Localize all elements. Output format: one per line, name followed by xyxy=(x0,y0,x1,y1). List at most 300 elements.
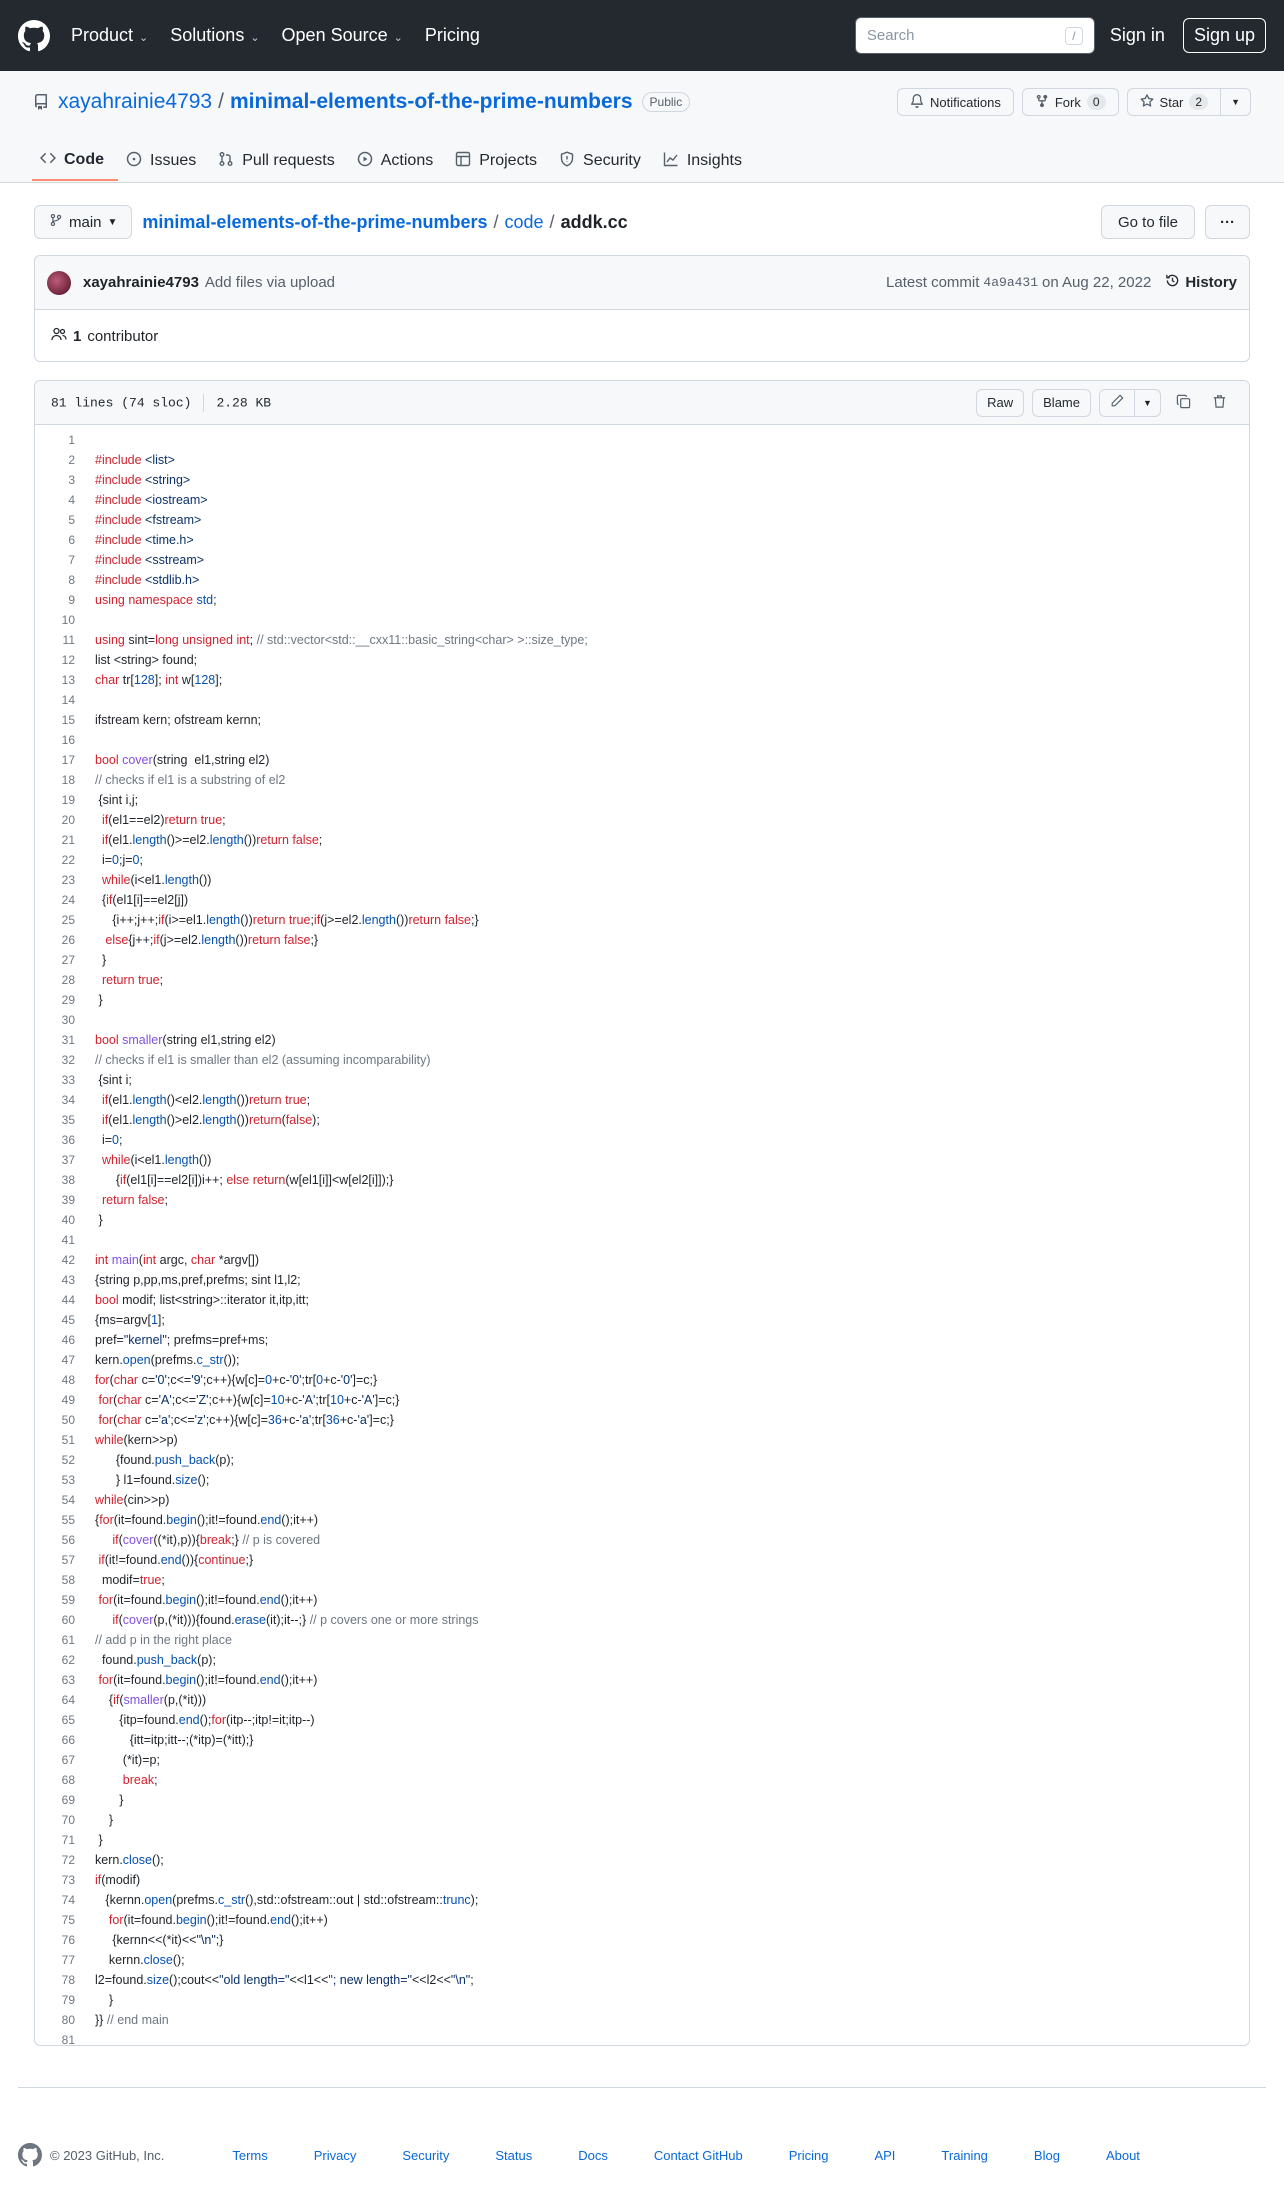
code-token: { xyxy=(95,893,107,907)
line-number[interactable]: 80 xyxy=(61,2013,75,2027)
code-token: true xyxy=(139,1573,162,1587)
code-line xyxy=(35,770,1249,790)
code-token: { xyxy=(95,1513,100,1527)
footer-link-docs[interactable]: Docs xyxy=(578,2147,608,2163)
code-token: cover xyxy=(122,1613,154,1627)
history-icon xyxy=(1165,273,1180,292)
line-number[interactable]: 10 xyxy=(61,613,75,627)
code-token: ();it!=found. xyxy=(196,1673,260,1687)
line-number[interactable]: 11 xyxy=(62,633,75,647)
code-token: <time.h> xyxy=(145,533,194,547)
line-number[interactable]: 16 xyxy=(61,733,75,747)
tab-actions[interactable] xyxy=(349,141,447,181)
commit-author-link[interactable]: xayahrainie4793 xyxy=(83,274,199,291)
code-content xyxy=(75,853,143,867)
edit-button[interactable] xyxy=(1100,390,1134,416)
code-token: for xyxy=(98,1593,114,1607)
code-token: continue xyxy=(198,1553,246,1567)
code-token: {kernn. xyxy=(95,1893,145,1907)
code-token: main xyxy=(111,1253,139,1267)
line-number[interactable]: 53 xyxy=(61,1473,75,1487)
triangle-down-icon: ▼ xyxy=(107,216,118,228)
code-token: (el1. xyxy=(108,1113,133,1127)
footer-link-training[interactable]: Training xyxy=(941,2147,988,2163)
code-token: <fstream> xyxy=(145,513,202,527)
code-line xyxy=(35,1650,1249,1670)
code-token: (p,(*it))){found. xyxy=(153,1613,235,1627)
tab-issues[interactable] xyxy=(118,141,210,181)
line-number[interactable]: 30 xyxy=(61,1013,75,1027)
tab-projects[interactable] xyxy=(447,141,551,181)
tab-label: Code xyxy=(64,151,104,168)
code-token: *argv[]) xyxy=(218,1253,259,1267)
line-number[interactable]: 17 xyxy=(61,753,75,767)
code-token: ); xyxy=(470,1893,479,1907)
code-line xyxy=(35,490,1249,510)
code-token: 0 xyxy=(132,853,140,867)
code-token: ; xyxy=(161,1573,165,1587)
fork-icon xyxy=(1035,94,1049,111)
code-token: length xyxy=(202,1113,237,1127)
code-token: length xyxy=(361,913,396,927)
line-number[interactable]: 1 xyxy=(68,433,75,447)
code-token: ;c++){w[c]= xyxy=(205,1413,268,1427)
code-token: ; xyxy=(249,633,257,647)
code-token: 36 xyxy=(267,1413,282,1427)
code-content xyxy=(75,1753,160,1767)
breadcrumb-repo-link[interactable]: minimal-elements-of-the-prime-numbers xyxy=(142,211,488,232)
line-number[interactable]: 55 xyxy=(61,1513,75,1527)
footer-link-blog[interactable]: Blog xyxy=(1033,2147,1060,2163)
code-content xyxy=(75,1453,234,1467)
shield-icon xyxy=(559,151,575,172)
footer-link-terms[interactable]: Terms xyxy=(232,2147,268,2163)
code-token: <stdlib.h> xyxy=(145,573,200,587)
footer-link-pricing[interactable]: Pricing xyxy=(788,2147,829,2163)
footer-link-security[interactable]: Security xyxy=(402,2147,450,2163)
footer-link-api[interactable]: API xyxy=(874,2147,896,2163)
repo-owner-link[interactable]: xayahrainie4793 xyxy=(58,90,213,113)
line-number[interactable]: 73 xyxy=(61,1873,75,1887)
line-number[interactable]: 36 xyxy=(61,1133,75,1147)
code-content xyxy=(75,1213,103,1227)
code-token: +c- xyxy=(284,1393,303,1407)
code-token: sint= xyxy=(128,633,156,647)
code-content xyxy=(75,1373,377,1387)
code-line xyxy=(35,450,1249,470)
line-number[interactable]: 75 xyxy=(61,1913,75,1927)
line-number[interactable]: 39 xyxy=(61,1193,75,1207)
code-token: ;} xyxy=(215,1933,224,1947)
code-token: {itt=itp;itt--;(*itp)=(*itt);} xyxy=(95,1733,254,1747)
code-token: ]=c;} xyxy=(374,1393,400,1407)
line-number[interactable]: 8 xyxy=(68,573,75,587)
commit-summary xyxy=(35,256,1249,310)
tab-pull-requests[interactable] xyxy=(210,141,349,181)
code-token: (el1==el2) xyxy=(108,813,165,827)
line-number[interactable]: 43 xyxy=(61,1273,75,1287)
line-number[interactable]: 35 xyxy=(61,1113,75,1127)
copy-button[interactable] xyxy=(1169,389,1197,417)
breadcrumb-folder-link[interactable]: code xyxy=(504,211,544,232)
code-token: 'Z' xyxy=(196,1393,209,1407)
code-line xyxy=(35,1830,1249,1850)
line-number[interactable]: 37 xyxy=(61,1153,75,1167)
code-token: { xyxy=(95,1173,121,1187)
code-token: (cin>>p) xyxy=(123,1493,170,1507)
line-number[interactable]: 5 xyxy=(68,513,75,527)
line-number[interactable]: 63 xyxy=(61,1673,75,1687)
line-number[interactable]: 62 xyxy=(61,1653,75,1667)
contributors-row[interactable] xyxy=(35,310,1249,362)
code-line xyxy=(35,870,1249,890)
code-token: (i<el1. xyxy=(130,873,165,887)
code-token: ; xyxy=(222,813,226,827)
line-number[interactable]: 56 xyxy=(61,1533,75,1547)
code-content xyxy=(75,1653,216,1667)
breadcrumb-separator: / xyxy=(493,211,499,232)
code-token: length xyxy=(209,833,244,847)
code-token: // add p in the right place xyxy=(95,1633,232,1647)
code-line xyxy=(35,1590,1249,1610)
code-token: '9' xyxy=(191,1373,203,1387)
code-line xyxy=(35,1930,1249,1950)
branch-name: main xyxy=(69,213,102,231)
code-line xyxy=(35,1530,1249,1550)
line-number[interactable]: 77 xyxy=(61,1953,75,1967)
code-token: 'A' xyxy=(302,1393,316,1407)
sign-up-button[interactable]: Sign up xyxy=(1183,18,1266,53)
line-number[interactable]: 66 xyxy=(61,1733,75,1747)
line-number[interactable]: 79 xyxy=(61,1993,75,2007)
code-token: 10 xyxy=(270,1393,285,1407)
line-number[interactable]: 61 xyxy=(61,1633,75,1647)
code-token: (it);it--;} xyxy=(265,1613,310,1627)
footer-link-status[interactable]: Status xyxy=(495,2147,533,2163)
latest-commit-box xyxy=(34,255,1250,362)
code-token: false xyxy=(285,1113,313,1127)
commit-sha-link[interactable]: 4a9a431 xyxy=(983,275,1039,290)
code-token: <string> xyxy=(145,473,191,487)
line-number[interactable]: 64 xyxy=(61,1693,75,1707)
line-number[interactable]: 70 xyxy=(61,1813,75,1827)
code-token: for xyxy=(98,1393,114,1407)
code-line xyxy=(35,1910,1249,1930)
code-token: return false xyxy=(247,933,311,947)
code-token: 0 xyxy=(112,1133,119,1147)
line-number[interactable]: 58 xyxy=(61,1573,75,1587)
code-line xyxy=(35,1030,1249,1050)
code-line xyxy=(35,790,1249,810)
line-number[interactable]: 44 xyxy=(61,1293,75,1307)
line-number[interactable]: 47 xyxy=(61,1353,75,1367)
commit-date: on Aug 22, 2022 xyxy=(1042,274,1152,291)
line-number[interactable]: 48 xyxy=(61,1373,75,1387)
code-token: while xyxy=(95,1493,124,1507)
line-number[interactable]: 6 xyxy=(68,533,75,547)
code-token: ;c<= xyxy=(171,1393,197,1407)
footer-link-contact[interactable]: Contact GitHub xyxy=(653,2147,743,2163)
code-content xyxy=(75,1513,318,1527)
branch-select-button[interactable] xyxy=(34,205,132,239)
line-number[interactable]: 26 xyxy=(61,933,75,947)
code-token xyxy=(95,933,105,947)
github-logo-icon[interactable] xyxy=(18,2143,42,2167)
code-line xyxy=(35,1290,1249,1310)
code-token: pref= xyxy=(95,1333,124,1347)
line-number[interactable]: 32 xyxy=(61,1053,75,1067)
code-content xyxy=(75,1573,165,1587)
code-content xyxy=(75,1173,393,1187)
code-token: ; prefms=pref+ms; xyxy=(166,1333,269,1347)
tab-label: Security xyxy=(583,152,641,169)
code-content xyxy=(75,1553,253,1567)
code-token: 0 xyxy=(316,1373,324,1387)
fork-label: Fork xyxy=(1054,94,1081,110)
code-token: "kernel" xyxy=(123,1333,167,1347)
code-token: (kern>>p) xyxy=(123,1433,178,1447)
history-link[interactable] xyxy=(1165,273,1237,292)
nav-solutions[interactable] xyxy=(170,25,259,46)
code-token: <<l1<< xyxy=(289,1973,329,1987)
code-line xyxy=(35,1790,1249,1810)
code-token: bool xyxy=(95,753,123,767)
line-number[interactable]: 78 xyxy=(61,1973,75,1987)
code-token xyxy=(95,973,102,987)
line-number[interactable]: 14 xyxy=(61,693,75,707)
line-number[interactable]: 40 xyxy=(61,1213,75,1227)
code-content xyxy=(75,933,318,947)
code-line xyxy=(35,1490,1249,1510)
code-token: ; xyxy=(118,1133,123,1147)
star-button[interactable] xyxy=(1127,88,1222,116)
line-number[interactable]: 19 xyxy=(61,793,75,807)
code-token: // checks if el1 is a substring of el2 xyxy=(95,773,286,787)
code-content xyxy=(75,833,322,847)
delete-button[interactable] xyxy=(1205,389,1233,417)
line-number[interactable]: 7 xyxy=(68,553,75,567)
line-number[interactable]: 67 xyxy=(61,1753,75,1767)
line-number[interactable]: 29 xyxy=(61,993,75,1007)
line-number[interactable]: 34 xyxy=(61,1093,75,1107)
code-token: ;} xyxy=(310,933,319,947)
code-token: i= xyxy=(95,853,113,867)
file-toolbar xyxy=(976,389,1233,417)
star-icon xyxy=(1140,94,1154,111)
code-line xyxy=(35,1970,1249,1990)
search-input[interactable] xyxy=(855,17,1095,54)
line-number[interactable]: 81 xyxy=(61,2033,75,2046)
tab-insights[interactable] xyxy=(655,141,756,181)
code-line xyxy=(35,2010,1249,2030)
nav-pricing[interactable] xyxy=(425,25,480,46)
code-line xyxy=(35,1850,1249,1870)
code-content xyxy=(75,1793,124,1807)
issue-icon xyxy=(126,151,142,172)
line-number[interactable]: 68 xyxy=(61,1773,75,1787)
tab-label: Projects xyxy=(479,152,538,169)
code-token: l2=found. xyxy=(95,1973,147,1987)
code-token xyxy=(95,1913,109,1927)
line-number[interactable]: 41 xyxy=(61,1233,75,1247)
tab-security[interactable] xyxy=(551,141,655,181)
nav-open-source[interactable] xyxy=(282,25,403,46)
line-number[interactable]: 20 xyxy=(61,813,75,827)
line-number[interactable]: 74 xyxy=(61,1893,75,1907)
line-number[interactable]: 50 xyxy=(61,1413,75,1427)
line-number[interactable]: 21 xyxy=(61,833,75,847)
tab-code[interactable] xyxy=(32,141,118,181)
line-number[interactable]: 71 xyxy=(61,1833,75,1847)
code-token: ; xyxy=(318,833,323,847)
footer-link-about[interactable]: About xyxy=(1105,2147,1140,2163)
line-number[interactable]: 9 xyxy=(68,593,75,607)
nav-label: Open Source xyxy=(281,25,388,45)
nav-label: Product xyxy=(71,25,134,45)
code-token: {ms=argv[ xyxy=(95,1313,151,1327)
repo-tabs xyxy=(32,141,756,181)
line-number[interactable]: 60 xyxy=(61,1613,75,1627)
line-number[interactable]: 72 xyxy=(61,1853,75,1867)
fork-button[interactable] xyxy=(1022,88,1119,116)
code-content xyxy=(75,1833,103,1847)
code-token: push_back xyxy=(154,1453,216,1467)
code-token: (prefms. xyxy=(150,1353,197,1367)
code-token: break xyxy=(122,1773,155,1787)
line-number[interactable]: 24 xyxy=(61,893,75,907)
line-number[interactable]: 2 xyxy=(68,453,75,467)
code-token: 'A' xyxy=(158,1393,172,1407)
code-token: ;tr[ xyxy=(315,1393,331,1407)
code-content xyxy=(75,1093,310,1107)
code-token: close xyxy=(122,1853,152,1867)
code-content xyxy=(75,553,204,567)
line-number[interactable]: 65 xyxy=(61,1713,75,1727)
code-token: ; xyxy=(306,1093,311,1107)
code-token: int xyxy=(142,1253,160,1267)
sign-in-link[interactable]: Sign in xyxy=(1109,25,1165,45)
code-line xyxy=(35,2030,1249,2046)
code-token: end xyxy=(259,1593,281,1607)
edit-dropdown-button[interactable] xyxy=(1134,390,1160,416)
code-token xyxy=(95,1533,112,1547)
line-number[interactable]: 31 xyxy=(61,1033,75,1047)
more-options-button[interactable]: ··· xyxy=(1205,205,1250,239)
line-number[interactable]: 25 xyxy=(61,913,75,927)
code-content xyxy=(75,1473,209,1487)
line-number[interactable]: 57 xyxy=(61,1553,75,1567)
code-token: (i>=el1. xyxy=(164,913,207,927)
line-number[interactable]: 12 xyxy=(61,653,75,667)
people-icon xyxy=(51,326,67,346)
line-number[interactable]: 38 xyxy=(61,1173,75,1187)
line-number[interactable]: 52 xyxy=(61,1453,75,1467)
line-number[interactable]: 54 xyxy=(61,1493,75,1507)
avatar[interactable] xyxy=(47,271,71,295)
line-number[interactable]: 4 xyxy=(68,493,75,507)
line-number[interactable]: 27 xyxy=(61,953,75,967)
code-token: open xyxy=(122,1353,151,1367)
line-number[interactable]: 28 xyxy=(61,973,75,987)
code-content xyxy=(75,1113,320,1127)
line-number[interactable]: 51 xyxy=(61,1433,75,1447)
code-line xyxy=(35,650,1249,670)
code-content xyxy=(75,1873,140,1887)
code-line xyxy=(35,730,1249,750)
line-number[interactable]: 49 xyxy=(61,1393,75,1407)
code-token: ;} xyxy=(470,913,479,927)
code-token: (p); xyxy=(215,1453,234,1467)
go-to-file-button[interactable]: Go to file xyxy=(1101,205,1195,239)
code-line xyxy=(35,1330,1249,1350)
code-token: ()); xyxy=(223,1353,240,1367)
line-number[interactable]: 15 xyxy=(61,713,75,727)
code-token: end xyxy=(160,1553,182,1567)
code-token: ; xyxy=(310,913,314,927)
code-token: (); xyxy=(199,1713,212,1727)
code-token: ;} xyxy=(245,1553,254,1567)
history-label: History xyxy=(1185,274,1237,291)
line-number[interactable]: 46 xyxy=(61,1333,75,1347)
visibility-badge: Public xyxy=(642,92,691,112)
line-number[interactable]: 76 xyxy=(61,1933,75,1947)
line-number[interactable]: 42 xyxy=(61,1253,75,1267)
code-token: { xyxy=(95,1693,114,1707)
code-token: ); xyxy=(312,1113,320,1127)
blame-button[interactable]: Blame xyxy=(1032,389,1091,417)
line-number[interactable]: 22 xyxy=(61,853,75,867)
code-token: for xyxy=(98,1413,114,1427)
code-token: while xyxy=(95,1433,124,1447)
line-number[interactable]: 59 xyxy=(61,1593,75,1607)
code-token: char xyxy=(117,1393,146,1407)
line-number[interactable]: 23 xyxy=(61,873,75,887)
code-token: #include xyxy=(95,573,146,587)
line-number[interactable]: 33 xyxy=(61,1073,75,1087)
line-number[interactable]: 69 xyxy=(61,1793,75,1807)
raw-button[interactable]: Raw xyxy=(976,389,1024,417)
nav-product[interactable] xyxy=(71,25,148,46)
code-token: ; xyxy=(213,593,217,607)
code-line xyxy=(35,1770,1249,1790)
code-token: } xyxy=(95,1993,114,2007)
code-token: // p is covered xyxy=(242,1533,321,1547)
footer-link-privacy[interactable]: Privacy xyxy=(313,2147,357,2163)
code-content xyxy=(75,1293,309,1307)
code-line xyxy=(35,1230,1249,1250)
tab-label: Pull requests xyxy=(242,152,335,169)
notifications-button[interactable] xyxy=(897,88,1014,116)
code-token: ()) xyxy=(395,913,409,927)
repo-name-link[interactable]: minimal-elements-of-the-prime-numbers xyxy=(229,90,633,113)
line-number[interactable]: 3 xyxy=(68,473,75,487)
github-logo-icon[interactable] xyxy=(18,20,50,52)
line-number[interactable]: 18 xyxy=(61,773,75,787)
code-token: +c- xyxy=(339,1413,358,1427)
code-token: length xyxy=(202,1093,237,1107)
breadcrumb-separator: / xyxy=(549,211,555,232)
star-dropdown-button[interactable] xyxy=(1221,88,1251,116)
line-number[interactable]: 45 xyxy=(61,1313,75,1327)
code-token: 'a' xyxy=(158,1413,171,1427)
code-content xyxy=(75,753,269,767)
code-token: (it=found. xyxy=(123,1913,176,1927)
code-token: ; xyxy=(470,1973,474,1987)
line-number[interactable]: 13 xyxy=(61,673,75,687)
code-token: for xyxy=(95,1373,110,1387)
commit-message-link[interactable]: Add files via upload xyxy=(204,274,336,291)
code-icon xyxy=(40,150,56,171)
